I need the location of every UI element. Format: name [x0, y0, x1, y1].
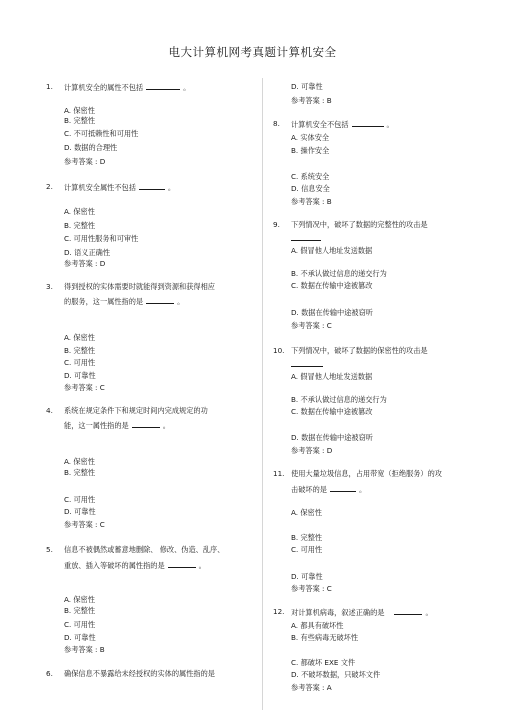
question-stem: 计算机安全的属性不包括	[64, 83, 144, 92]
question-number: 6.	[46, 669, 53, 678]
reference-answer: 参考答案 : B	[291, 96, 332, 105]
option-a: A. 保密性	[64, 207, 95, 216]
question-stem: 能，这一属性指的是	[64, 421, 129, 430]
question-text	[291, 607, 433, 617]
question-tail: 。	[177, 297, 185, 306]
question-number: 1.	[46, 82, 53, 91]
question-number: 3.	[46, 282, 53, 291]
question-tail: 。	[386, 120, 394, 129]
option-b: B. 不承认做过信息的递交行为	[291, 269, 387, 278]
answer-blank	[330, 484, 356, 492]
question-stem: 计算机安全不包括	[291, 120, 349, 129]
question-line-1: 下列情况中，破坏了数据的完整性的攻击是	[291, 220, 428, 229]
question-tail: 。	[183, 83, 191, 92]
option-c: C. 数据在传输中途被篡改	[291, 407, 373, 416]
question-text	[64, 82, 190, 92]
answer-blank	[168, 560, 196, 568]
option-a: A. 实体安全	[291, 133, 330, 142]
reference-answer: 参考答案 : D	[64, 259, 106, 268]
option-d: D. 可靠性	[64, 507, 96, 516]
option-d: D. 可靠性	[291, 82, 323, 91]
column-divider	[262, 78, 263, 710]
option-a: A. 保密性	[64, 457, 95, 466]
option-c: C. 系统安全	[291, 172, 330, 181]
option-b: B. 完整性	[64, 221, 96, 230]
option-d: D. 数据在传输中途被窃听	[291, 308, 373, 317]
answer-blank	[146, 82, 180, 90]
question-line-2	[64, 296, 184, 306]
answer-blank	[291, 233, 321, 241]
option-c: C. 可用性服务和可审性	[64, 234, 139, 243]
question-line-1: 信息不被偶然或蓄意地删除、 修改、伪造、乱序、	[64, 545, 225, 554]
question-number: 9.	[273, 220, 280, 229]
answer-blank-line	[291, 359, 326, 369]
question-line-1: 使用大量垃圾信息，占用带宽（拒绝服务）的攻	[291, 469, 442, 478]
option-d: D. 不破坏数据，只破坏文件	[291, 670, 381, 679]
question-line-2	[291, 484, 366, 494]
option-a: A. 保密性	[291, 508, 322, 517]
page-title: 电大计算机网考真题计算机安全	[168, 45, 337, 59]
question-line-1: 系统在规定条件下和规定时间内完成规定的功	[64, 406, 208, 415]
question-number: 2.	[46, 182, 53, 191]
option-b: B. 完整性	[64, 116, 96, 125]
option-c: C. 可用性	[64, 495, 96, 504]
reference-answer: 参考答案 : C	[291, 584, 332, 593]
option-a: A. 都具有破坏性	[291, 621, 344, 630]
option-c: C. 可用性	[291, 545, 323, 554]
option-d: D. 语义正确性	[64, 248, 111, 257]
answer-blank	[291, 359, 323, 367]
option-a: A. 保密性	[64, 333, 95, 342]
option-c: C. 都破坏 EXE 文件	[291, 658, 356, 667]
question-tail: 。	[358, 485, 367, 494]
option-b: B. 完整性	[64, 468, 96, 477]
reference-answer: 参考答案 : B	[64, 645, 105, 654]
question-line-2	[64, 560, 206, 570]
option-b: B. 有些病毒无破坏性	[291, 633, 359, 642]
answer-blank	[146, 296, 174, 304]
option-c: C. 可用性	[64, 620, 96, 629]
option-c: C. 数据在传输中途被篡改	[291, 281, 373, 290]
question-tail: 。	[425, 608, 433, 617]
option-c: C. 可用性	[64, 358, 96, 367]
option-d: D. 可靠性	[291, 572, 323, 581]
question-number: 12.	[273, 607, 285, 616]
question-line-2	[64, 420, 170, 430]
question-number: 10.	[273, 346, 285, 355]
option-b: B. 操作安全	[291, 146, 330, 155]
question-stem: 重放、插入等破坏的属性指的是	[64, 561, 165, 570]
question-stem: 的服务，这一属性指的是	[64, 297, 144, 306]
question-number: 4.	[46, 406, 53, 415]
answer-blank	[139, 182, 165, 190]
option-b: B. 不承认做过信息的递交行为	[291, 395, 387, 404]
reference-answer: 参考答案 : D	[291, 446, 333, 455]
option-a: A. 保密性	[64, 595, 95, 604]
reference-answer: 参考答案 : D	[64, 157, 106, 166]
question-tail: 。	[167, 183, 176, 192]
question-stem: 计算机安全属性不包括	[64, 183, 136, 192]
option-d: D. 信息安全	[291, 184, 330, 193]
reference-answer: 参考答案 : B	[291, 197, 332, 206]
option-b: B. 完整性	[291, 533, 323, 542]
question-stem: 对计算机病毒，叙述正确的是	[291, 608, 385, 617]
option-d: D. 可靠性	[64, 633, 96, 642]
question-number: 5.	[46, 545, 53, 554]
reference-answer: 参考答案 : C	[64, 383, 105, 392]
reference-answer: 参考答案 : C	[64, 520, 105, 529]
question-number: 8.	[273, 119, 280, 128]
option-c: C. 不可抵赖性和可用性	[64, 129, 139, 138]
reference-answer: 参考答案 : C	[291, 321, 332, 330]
option-a: A. 保密性	[64, 106, 95, 115]
option-a: A. 假冒他人地址发送数据	[291, 246, 373, 255]
option-b: B. 完整性	[64, 606, 96, 615]
question-line-1: 确保信息不暴露给未经授权的实体的属性指的是	[64, 669, 215, 678]
answer-blank	[132, 420, 160, 428]
option-d: D. 数据的合理性	[64, 143, 118, 152]
answer-blank-line	[291, 233, 324, 243]
question-tail: 。	[162, 421, 170, 430]
question-stem: 击破坏的是	[291, 485, 327, 494]
option-d: D. 可靠性	[64, 371, 96, 380]
option-b: B. 完整性	[64, 346, 96, 355]
reference-answer: 参考答案 : A	[291, 683, 332, 692]
question-text	[64, 182, 175, 192]
option-a: A. 假冒他人地址发送数据	[291, 372, 373, 381]
question-line-1: 下列情况中，破坏了数据的保密性的攻击是	[291, 346, 428, 355]
question-tail: 。	[198, 561, 206, 570]
answer-blank	[352, 119, 384, 127]
question-number: 11.	[273, 469, 285, 478]
question-line-1: 得到授权的实体需要时就能得到资源和获得相应	[64, 282, 215, 291]
option-d: D. 数据在传输中途被窃听	[291, 433, 373, 442]
question-text	[291, 119, 394, 129]
answer-blank	[394, 607, 422, 615]
